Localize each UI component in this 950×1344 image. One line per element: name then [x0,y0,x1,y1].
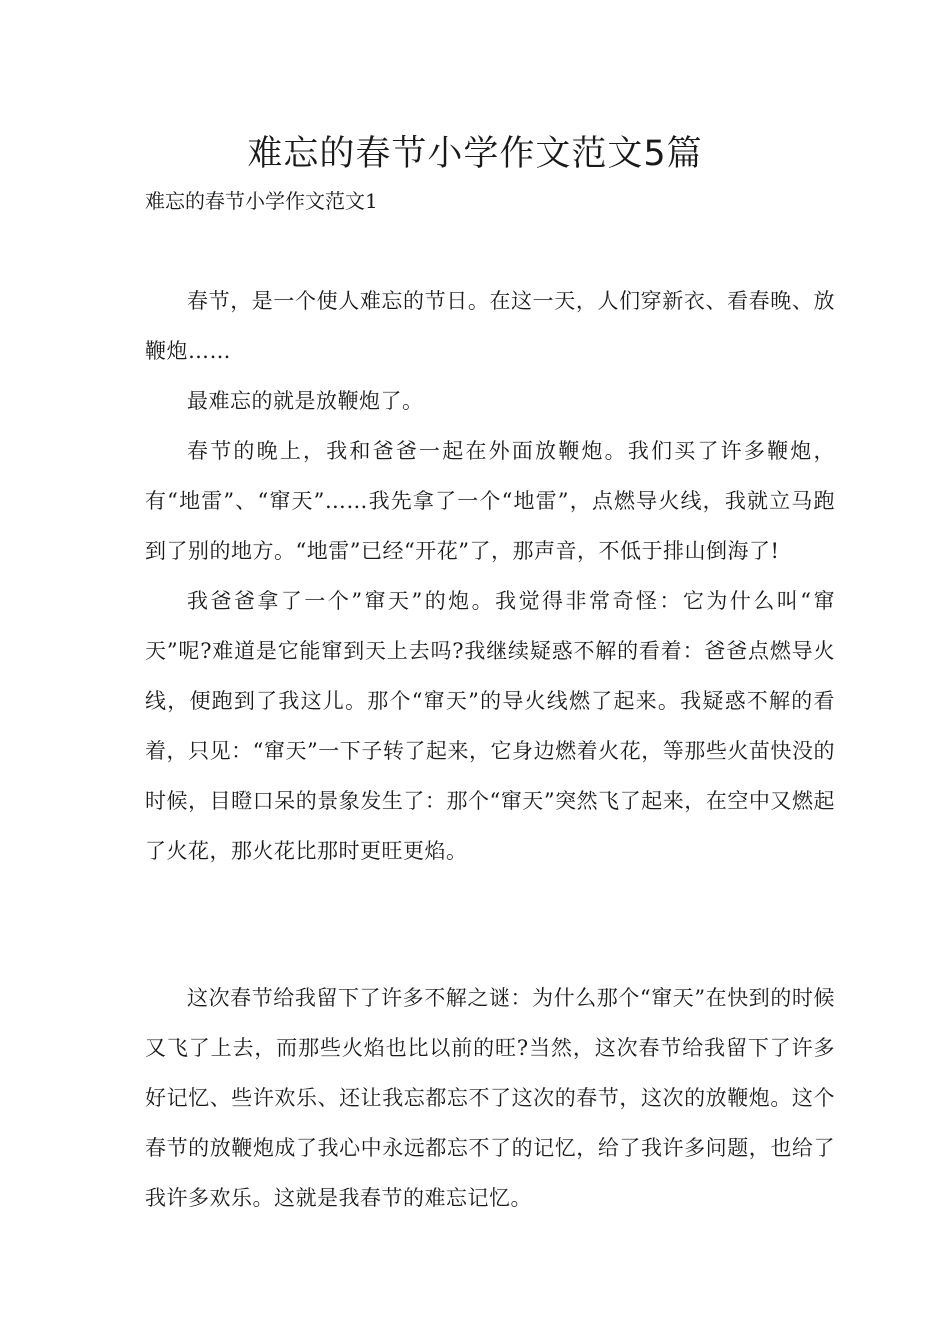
paragraph-1: 春节，是一个使人难忘的节日。在这一天，人们穿新衣、看春晚、放鞭炮…… [145,289,835,363]
essay-body-part-2 [145,973,835,1223]
essay-body-part-1 [145,276,835,876]
paragraph-5: 这次春节给我留下了许多不解之谜：为什么那个“窜天”在快到的时候又飞了上去，而那些火焰也比以前的旺?当然，这次春节给我留下了许多好记忆、些许欢乐、还让我忘都忘不了这次的春节，这次的放鞭炮。这个春节的放鞭炮成了我心中永远都忘不了的记忆，给了我许多问题，也给了我许多欢乐。这就是我春节的难忘记忆。 [145,986,835,1210]
paragraph-2: 最难忘的就是放鞭炮了。 [187,389,424,413]
document-title: 难忘的春节小学作文范文5篇 [247,134,703,174]
paragraph-3: 春节的晚上，我和爸爸一起在外面放鞭炮。我们买了许多鞭炮，有“地雷”、“窜天”……我先拿了一个“地雷”，点燃导火线，我就立马跑到了别的地方。“地雷”已经“开花”了，那声音，不低于排山倒海了! [145,439,835,563]
essay-subtitle: 难忘的春节小学作文范文1 [145,189,378,213]
paragraph-4: 我爸爸拿了一个”窜天”的炮。我觉得非常奇怪：它为什么叫“窜天”呢?难道是它能窜到天上去吗?我继续疑惑不解的看着：爸爸点燃导火线，便跑到了我这儿。那个“窜天”的导火线燃了起来。我疑惑不解的看着，只见：“窜天”一下子转了起来，它身边燃着火花，等那些火苗快没的时候，目瞪口呆的景象发生了：那个“窜天”突然飞了起来，在空中又燃起了火花，那火花比那时更旺更焰。 [145,589,835,863]
